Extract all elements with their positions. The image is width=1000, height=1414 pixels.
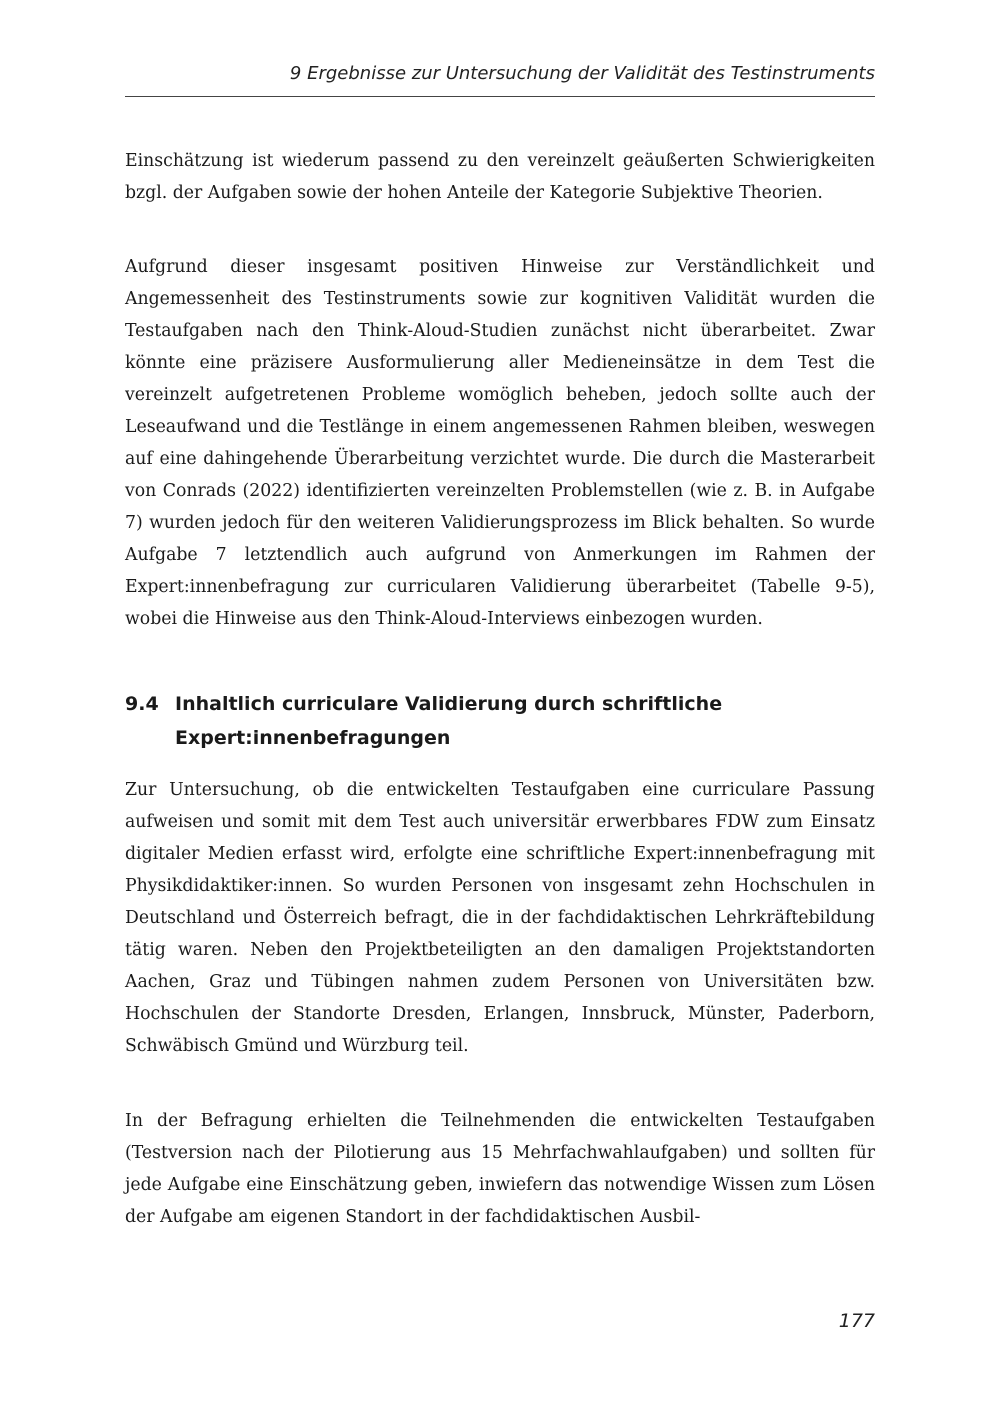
running-header-title: 9 Ergebnisse zur Untersuchung der Validität des Testinstruments — [289, 63, 875, 84]
paragraph-2: Aufgrund dieser insgesamt positiven Hinweise zur Verständlichkeit und Angemessenheit des Testinstruments sowie zur kognitiven Validität wurden die Testaufgaben nach den Think-Aloud-Studien zunächst nicht überarbeitet. Zwar könnte eine präzisere Ausformulierung aller Medieneinsätze in dem Test die vereinzelt aufgetretenen Probleme womöglich beheben, jedoch sollte auch der Leseaufwand und die Testlänge in einem angemessenen Rahmen bleiben, weswegen auf eine dahingehende Überarbeitung verzichtet wurde. Die durch die Masterarbeit von Conrads (2022) identifizierten vereinzelten Problemstellen (wie z. B. in Aufgabe 7) wurden jedoch für den weiteren Validierungsprozess im Blick behalten. So wurde Aufgabe 7 letztendlich auch aufgrund von Anmerkungen im Rahmen der Expert:innenbefragung zur curricularen Validierung überarbeitet (Tabelle 9-5), wobei die Hinweise aus den Think-Aloud-Interviews einbezogen wurden. — [125, 257, 875, 629]
section-title: Inhaltlich curriculare Validierung durch schriftliche Expert:innenbefragungen — [175, 693, 723, 749]
section-heading — [125, 687, 875, 755]
page-number: 177 — [838, 1310, 875, 1332]
paragraph-1: Einschätzung ist wiederum passend zu den vereinzelt geäußerten Schwierigkeiten bzgl. der Aufgaben sowie der hohen Anteile der Kategorie Subjektive Theorien. — [125, 151, 875, 203]
section-number: 9.4 — [125, 693, 159, 715]
paragraph-4: In der Befragung erhielten die Teilnehmenden die entwickelten Testaufgaben (Testversion nach der Pilotierung aus 15 Mehrfachwahlaufgaben) und sollten für jede Aufgabe eine Einschätzung geben, inwiefern das notwendige Wissen zum Lösen der Aufgabe am eigenen Standort in der fachdidaktischen Ausbil- — [125, 1111, 875, 1227]
running-header — [125, 62, 875, 97]
paragraph-3: Zur Untersuchung, ob die entwickelten Testaufgaben eine curriculare Passung aufweisen und somit mit dem Test auch universitär erwerbbares FDW zum Einsatz digitaler Medien erfasst wird, erfolgte eine schriftliche Expert:innenbefragung mit Physikdidaktiker:innen. So wurden Personen von insgesamt zehn Hochschulen in Deutschland und Österreich befragt, die in der fachdidaktischen Lehrkräftebildung tätig waren. Neben den Projektbeteiligten an den damaligen Projektstandorten Aachen, Graz und Tübingen nahmen zudem Personen von Universitäten bzw. Hochschulen der Standorte Dresden, Erlangen, Innsbruck, Münster, Paderborn, Schwäbisch Gmünd und Würzburg teil. — [125, 780, 875, 1056]
